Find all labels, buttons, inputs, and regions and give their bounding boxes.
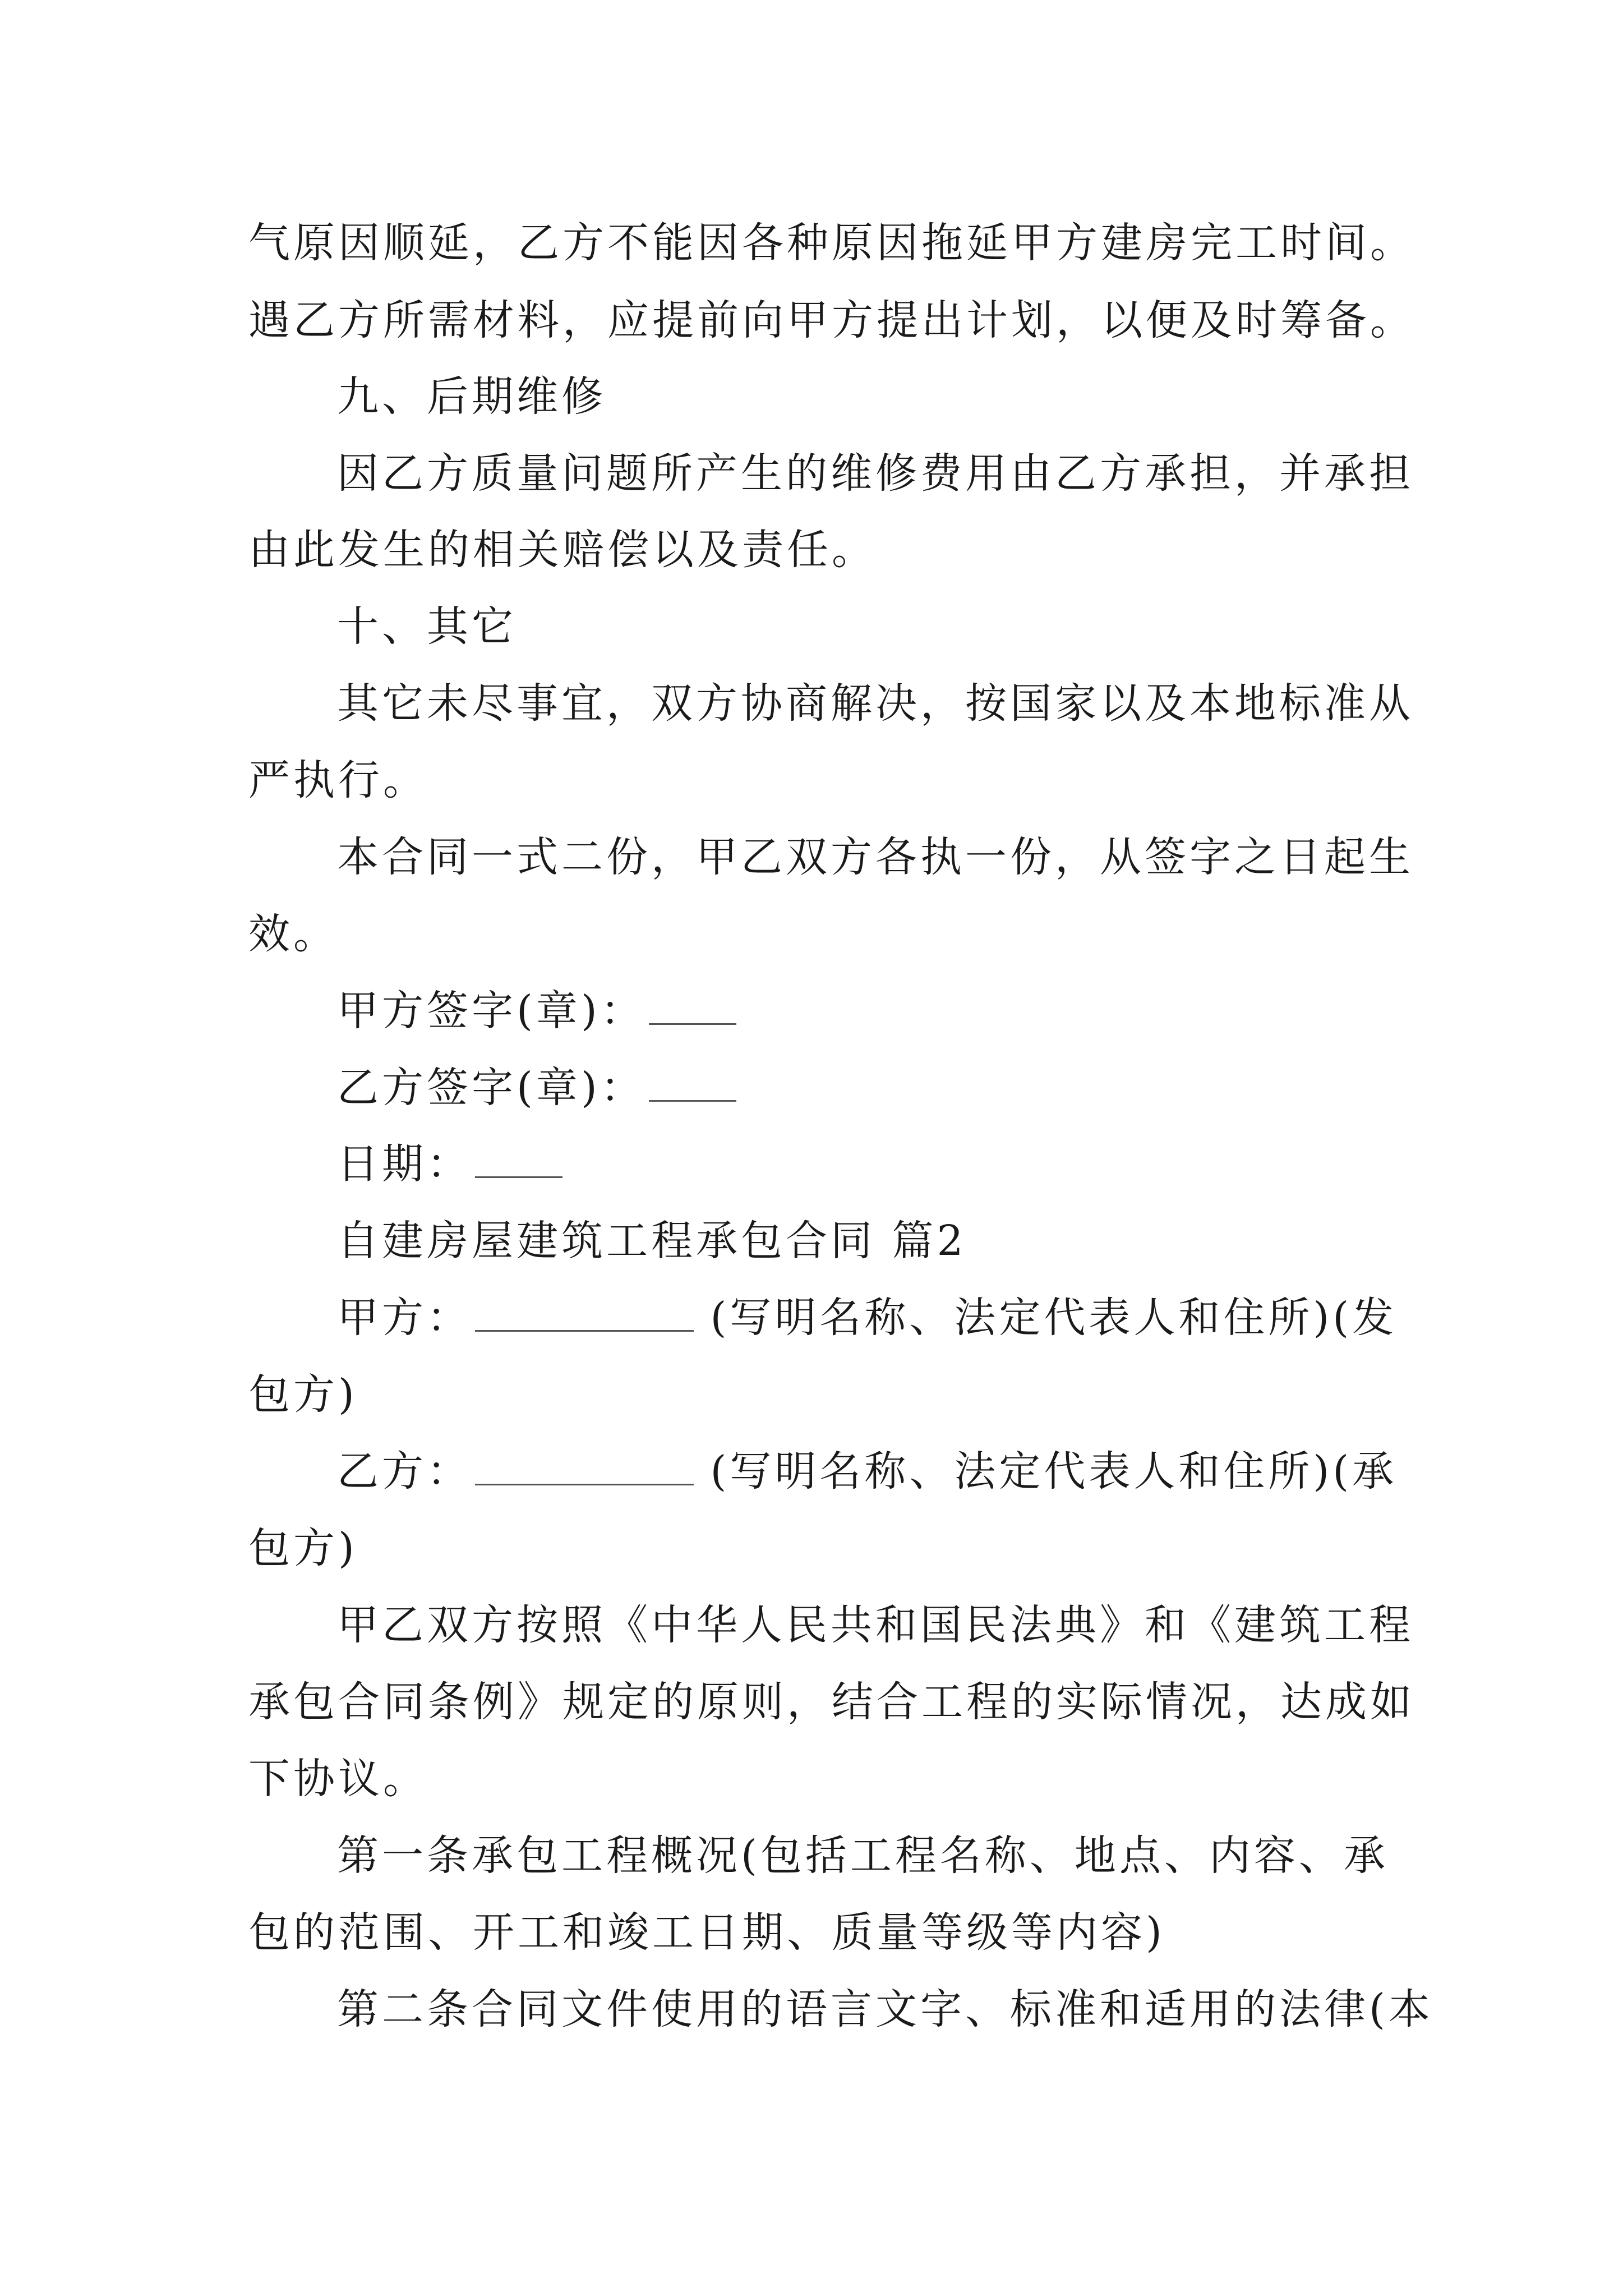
- paragraph-line: 由此发生的相关赔偿以及责任。: [248, 526, 877, 574]
- party-a-note: (写明名称、法定代表人和住所)(发: [694, 1294, 1398, 1342]
- party-b-line: [337, 1441, 1397, 1502]
- section-heading: 九、后期维修: [337, 372, 606, 421]
- paragraph-line: 第一条承包工程概况(包括工程名称、地点、内容、承: [337, 1832, 1389, 1880]
- date-label: 日期：: [337, 1140, 472, 1188]
- paragraph-line: 气原因顺延，乙方不能因各种原因拖延甲方建房完工时间。: [248, 219, 1415, 267]
- party-a-label: 甲方：: [337, 1294, 472, 1342]
- paragraph-line: 遇乙方所需材料，应提前向甲方提出计划，以便及时筹备。: [248, 296, 1415, 344]
- paragraph-line: 因乙方质量问题所产生的维修费用由乙方承担，并承担: [337, 449, 1414, 498]
- paragraph-line: 包方): [248, 1524, 358, 1572]
- signature-line-party-b: [337, 1057, 736, 1119]
- paragraph-line: 包的范围、开工和竣工日期、质量等级等内容): [248, 1908, 1165, 1957]
- signature-blank: [649, 989, 736, 1025]
- party-b-label: 乙方：: [337, 1447, 472, 1496]
- party-a-blank: [475, 1296, 694, 1332]
- paragraph-line: 其它未尽事宜，双方协商解决，按国家以及本地标准从: [337, 679, 1414, 728]
- paragraph-line: 甲乙双方按照《中华人民共和国民法典》和《建筑工程: [337, 1601, 1414, 1649]
- date-line: [337, 1133, 562, 1195]
- signature-line-party-a: [337, 980, 736, 1042]
- party-b-note: (写明名称、法定代表人和住所)(承: [694, 1447, 1398, 1496]
- section-heading: 十、其它: [337, 602, 517, 651]
- party-b-blank: [475, 1450, 694, 1485]
- signature-blank: [649, 1066, 736, 1102]
- paragraph-line: 本合同一式二份，甲乙双方各执一份，从签字之日起生: [337, 833, 1414, 881]
- paragraph-line: 包方): [248, 1370, 358, 1419]
- paragraph-line: 承包合同条例》规定的原则，结合工程的实际情况，达成如: [248, 1678, 1415, 1726]
- paragraph-line: 严执行。: [248, 756, 428, 804]
- date-blank: [475, 1142, 562, 1178]
- signature-label: 甲方签字(章)：: [337, 987, 645, 1035]
- paragraph-line: 下协议。: [248, 1755, 428, 1803]
- paragraph-line: 第二条合同文件使用的语言文字、标准和适用的法律(本: [337, 1985, 1433, 2033]
- document-section-title: 自建房屋建筑工程承包合同 篇2: [337, 1217, 967, 1265]
- party-a-line: [337, 1287, 1397, 1349]
- paragraph-line: 效。: [248, 910, 338, 958]
- signature-label: 乙方签字(章)：: [337, 1064, 645, 1112]
